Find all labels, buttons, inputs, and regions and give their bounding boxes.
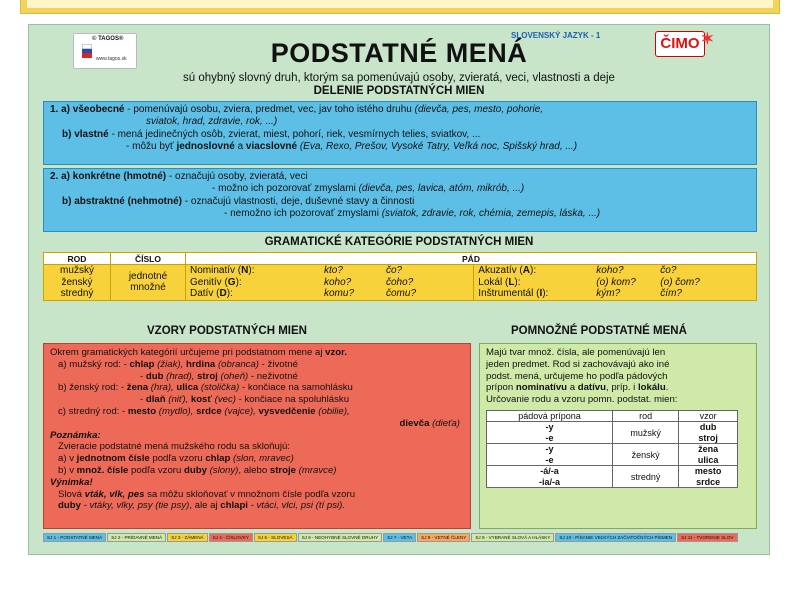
konkretne-text-2: - možno ich pozorovať zmyslami: [212, 183, 359, 195]
pad-q2: čomu?: [386, 288, 417, 299]
pad-label: Genitív (: [190, 276, 228, 288]
series-tag: SJ 6 - NEOHYBNÉ SLOVNÉ DRUHY: [298, 533, 383, 542]
pad-q2: čo?: [660, 265, 677, 276]
vzor-text: - končiace na spoluhlásku: [235, 394, 350, 406]
vzor-text: - životné: [259, 358, 298, 370]
logo-url: www.tagos.sk: [96, 56, 127, 62]
poznamka-b: chlap: [205, 453, 231, 465]
vzory-box: [43, 343, 471, 529]
pripona: -e: [545, 432, 554, 443]
pad-abbr: N: [241, 265, 249, 276]
abstraktne-text: - označujú vlastnosti, deje, duševné stavy a činnosti: [182, 195, 415, 207]
series-tag: SJ 5 - SLOVESÁ: [254, 533, 297, 542]
vzory-heading: VZORY PODSTATNÝCH MIEN: [147, 325, 307, 337]
poznamka-b: množ. čísle: [76, 464, 129, 476]
pripona: -y: [545, 422, 554, 433]
poznamka-b: duby: [184, 464, 207, 476]
series-tag: SJ 9 - VYBRANÉ SLOVÁ A HLÁSKY: [471, 533, 554, 542]
page-subtitle: sú ohybný slovný druh, ktorým sa pomenúvajú osoby, zvieratá, veci, vlastnosti a deje: [183, 72, 615, 84]
delenie-heading: DELENIE PODSTATNÝCH MIEN: [313, 85, 485, 97]
cislo-jednotne: jednotné: [128, 270, 168, 282]
pad-label: Datív (: [190, 288, 220, 299]
series-tag: SJ 2 - PRÍDAVNÉ MENÁ: [107, 533, 166, 542]
abstraktne-example: (sviatok, zdravie, rok, chémia, zemepis, láska, ...): [381, 208, 601, 220]
poznamka-text: b) v: [58, 464, 77, 476]
vynimka-b: chlapi: [220, 500, 248, 512]
konkretne-text: - označujú osoby, zvieratá, veci: [166, 171, 308, 182]
pad-label: Nominatív (: [190, 265, 242, 276]
col-pad: PÁD: [186, 253, 757, 265]
pomnozne-text: a: [567, 382, 578, 394]
vzor-ex: (stolička): [198, 382, 240, 394]
vlastne-text-2: - môžu byť: [126, 141, 177, 153]
poznamka-label: Poznámka:: [50, 429, 101, 441]
vseobecne-text: - pomenúvajú osobu, zviera, predmet, vec, jav toho istého druhu: [124, 104, 415, 115]
pad-abbr: G: [227, 276, 236, 288]
abstraktne-text-2: - nemožno ich pozorovať zmyslami: [224, 208, 382, 220]
poznamka-text: , alebo: [238, 464, 270, 476]
pad-q2: čím?: [660, 288, 682, 299]
logo-brand: © TAGOS®: [92, 36, 124, 42]
star-icon: ✶: [700, 31, 714, 48]
vseobecne-label: 1. a) všeobecné: [50, 104, 125, 115]
vzory-intro-b: vzor.: [325, 347, 348, 358]
series-tag: SJ 8 - VETNÉ ČLENY: [417, 533, 470, 542]
cislo-cell: [111, 265, 186, 301]
vzor-dub: dub: [145, 370, 164, 382]
table-row: [487, 444, 738, 466]
vynimka-ex: - vtáky, vlky, psy (tie psy): [80, 500, 190, 512]
poznamka-b: jednotnom čísle: [76, 453, 150, 465]
pad-close: ):: [530, 265, 537, 276]
vzor-text: b) ženský rod: -: [58, 382, 127, 394]
vzor: mesto: [694, 466, 722, 477]
rod-zensky: ženský: [61, 276, 93, 288]
pomnozne-text: .: [665, 382, 669, 394]
pomnozne-table: [486, 410, 738, 489]
jednoslovne: jednoslovné: [176, 141, 235, 153]
pripona: -á/-a: [540, 466, 559, 477]
page-title: PODSTATNÉ MENÁ: [270, 38, 528, 68]
vzor-text: - končiace na samohlásku: [239, 382, 353, 394]
konkretne-label: 2. a) konkrétne (hmotné): [50, 171, 167, 182]
vynimka-words: vták, vlk, pes: [84, 488, 145, 500]
vzor-mesto: mesto: [127, 405, 157, 417]
rod: ženský: [612, 444, 678, 466]
vzor-text: -: [140, 394, 146, 406]
pad-q1: kto?: [324, 265, 343, 276]
vzor-ulica: ulica: [176, 382, 199, 394]
pad-close: ):: [226, 288, 233, 299]
poznamka-b: stroje: [269, 464, 296, 476]
poznamka-ex: (slon, mravec): [230, 453, 294, 465]
vzor-ex: (hra),: [148, 382, 177, 394]
gramatika-heading: GRAMATICKÉ KATEGÓRIE PODSTATNÝCH MIEN: [264, 236, 534, 248]
col-rod: rod: [612, 410, 678, 422]
pad-label: Akuzatív (: [478, 265, 523, 276]
series-tag: SJ 4 - ČÍSLOVKY: [209, 533, 253, 542]
series-footer: [43, 533, 757, 543]
brand-text: ČIMO: [660, 35, 700, 52]
rod-muzsky: mužský: [60, 265, 94, 276]
poster-card: [28, 24, 770, 555]
poznamka-ex: (slony): [206, 464, 239, 476]
vzor-ex: (vec): [212, 394, 236, 406]
pomnozne-text: jeden predmet. Rod si zachovávajú ako iné: [486, 358, 670, 370]
vzor-text: - neživotné: [248, 370, 298, 382]
col-vzor: vzor: [679, 410, 738, 422]
pad-close: ):: [514, 276, 521, 288]
vzor-ex: (obilie),: [315, 405, 350, 417]
cislo-mnozne: množné: [130, 282, 166, 294]
pripona: -e: [545, 454, 554, 465]
rod: stredný: [612, 466, 678, 488]
series-tag: SJ 11 - TVORENIE SLOV: [677, 533, 737, 542]
pad-label: Lokál (: [478, 276, 509, 288]
pomnozne-b: lokálu: [637, 382, 666, 394]
vzor-dlan: dlaň: [145, 394, 166, 406]
vynimka-text: , ale aj: [189, 500, 221, 512]
vseobecne-example: (dievča, pes, mesto, pohorie,: [414, 104, 544, 115]
conj: a: [234, 141, 246, 153]
vzor-kost: kosť: [190, 394, 212, 406]
poznamka-ex: (mravce): [296, 464, 337, 476]
pad-close: ):: [248, 265, 255, 276]
pady-left: [186, 265, 474, 301]
vzor-text: -: [140, 370, 146, 382]
vzor-ex: (hrad),: [163, 370, 198, 382]
vynimka-label: Výnimka!: [50, 476, 93, 488]
series-tag: SJ 1 - PODSTATNÉ MENÁ: [43, 533, 106, 542]
pomnozne-text: , príp. i: [605, 382, 638, 394]
pomnozne-b: nominatívu: [515, 382, 568, 394]
pripona: -ia/-a: [538, 476, 560, 487]
vynimka-text: Slová: [58, 488, 85, 500]
vzor: stroj: [698, 432, 718, 443]
pomnozne-text: Určovanie rodu a vzoru pomn. podstat. mien:: [486, 394, 678, 406]
vlastne-text: - mená jedinečných osôb, zvierat, miest, pohorí, riek, vesmírnych telies, sviatkov, ...: [108, 128, 481, 140]
table-row: [487, 466, 738, 488]
poznamka-text: podľa vzoru: [128, 464, 184, 476]
pad-abbr: A: [522, 265, 530, 276]
rod-stredny: stredný: [60, 288, 94, 299]
vzor-hrdina: hrdina: [185, 358, 216, 370]
vzor-ex: (žiak),: [154, 358, 186, 370]
pad-q2: čoho?: [386, 276, 414, 288]
vzor-zena: žena: [126, 382, 149, 394]
konkretne-example: (dievča, pes, lavica, atóm, mikrób, ...): [358, 183, 525, 195]
delenie-box-2: [43, 168, 757, 232]
pomnozne-b: datívu: [577, 382, 606, 394]
pomnozne-text: podst. mená, určujeme ho podľa pádových: [486, 370, 668, 382]
col-rod: ROD: [44, 253, 111, 265]
vzor: ulica: [697, 454, 719, 465]
vynimka-b: duby: [58, 500, 81, 512]
vzor: dub: [699, 422, 717, 433]
pad-abbr: I: [539, 288, 543, 299]
series-tag: SJ 3 - ZÁMENÁ: [167, 533, 207, 542]
vzor-ex: (mydlo),: [156, 405, 197, 417]
vlastne-label: b) vlastné: [62, 128, 109, 140]
gramatika-table: [43, 252, 757, 301]
pad-close: ):: [542, 288, 549, 299]
vzor-dievca: dievča: [399, 417, 430, 429]
pad-abbr: L: [508, 276, 515, 288]
pomnozne-text: Majú tvar množ. čísla, ale pomenúvajú len: [486, 347, 666, 358]
pad-q2: čo?: [386, 265, 403, 276]
pomnozne-heading: POMNOŽNÉ PODSTATNÉ MENÁ: [511, 325, 687, 337]
poznamka-text: a) v: [58, 453, 77, 465]
vzor-ex: (niť),: [165, 394, 191, 406]
pad-q1: koho?: [596, 265, 624, 276]
series-tag: SJ 10 - PÍSANIE VEĽKÝCH ZAČIATOČNÝCH PÍSMEN: [555, 533, 676, 542]
pad-close: ):: [235, 276, 242, 288]
rod-cell: [44, 265, 111, 301]
pad-q1: komu?: [324, 288, 355, 299]
vlastne-example: (Eva, Rexo, Prešov, Vysoké Tatry, Veľká noc, Spišský hrad, ...): [297, 141, 578, 153]
pad-label: Inštrumentál (: [478, 288, 540, 299]
table-row: [487, 422, 738, 444]
vzor-chlap: chlap: [129, 358, 155, 370]
vzor-vysvedcenie: vysvedčenie: [258, 405, 316, 417]
vzor: srdce: [696, 476, 721, 487]
vzor-srdce: srdce: [196, 405, 222, 417]
pad-abbr: D: [219, 288, 227, 299]
vzor-ex: (vajce),: [221, 405, 259, 417]
pomnozne-text: prípon: [486, 382, 516, 394]
rod: mužský: [612, 422, 678, 444]
vzor-text: c) stredný rod: -: [58, 405, 128, 417]
pad-q2: (o) čom?: [660, 276, 700, 288]
vzor-ex: (obranca): [215, 358, 260, 370]
vseobecne-example-2: sviatok, hrad, zdravie, rok, ...): [146, 116, 278, 128]
abstraktne-label: b) abstraktné (nehmotné): [62, 195, 183, 207]
vzor-text: a) mužský rod: -: [58, 358, 130, 370]
pad-q1: kým?: [596, 288, 621, 299]
poznamka-text: Zvieracie podstatné mená mužského rodu sa skloňujú:: [58, 441, 290, 453]
pady-right: [474, 265, 757, 301]
viacslovne: viacslovné: [245, 141, 298, 153]
series-tag: SJ 7 - VETA: [383, 533, 416, 542]
vzor-ex: (dieťa): [429, 417, 460, 429]
vzor-ex: (oheň): [217, 370, 249, 382]
vzory-intro: Okrem gramatických kategórií určujeme pri podstatnom mene aj: [50, 347, 326, 358]
poznamka-text: podľa vzoru: [149, 453, 206, 465]
vynimka-text: sa môžu skloňovať v množnom čísle podľa vzoru: [144, 488, 356, 500]
pomnozne-box: [479, 343, 757, 529]
col-pripona: pádová prípona: [487, 410, 613, 422]
col-cislo: ČÍSLO: [111, 253, 186, 265]
series-label: SLOVENSKÝ JAZYK - 1: [511, 31, 601, 40]
pad-q1: (o) kom?: [596, 276, 636, 288]
top-yellow-band: [20, 0, 780, 14]
vynimka-ex: - vtáci, vlci, psi (tí psi).: [247, 500, 345, 512]
delenie-box-1: [43, 101, 757, 165]
pad-q1: koho?: [324, 276, 352, 288]
pripona: -y: [545, 444, 554, 455]
vzor-stroj: stroj: [197, 370, 218, 382]
vzor: žena: [698, 444, 719, 455]
